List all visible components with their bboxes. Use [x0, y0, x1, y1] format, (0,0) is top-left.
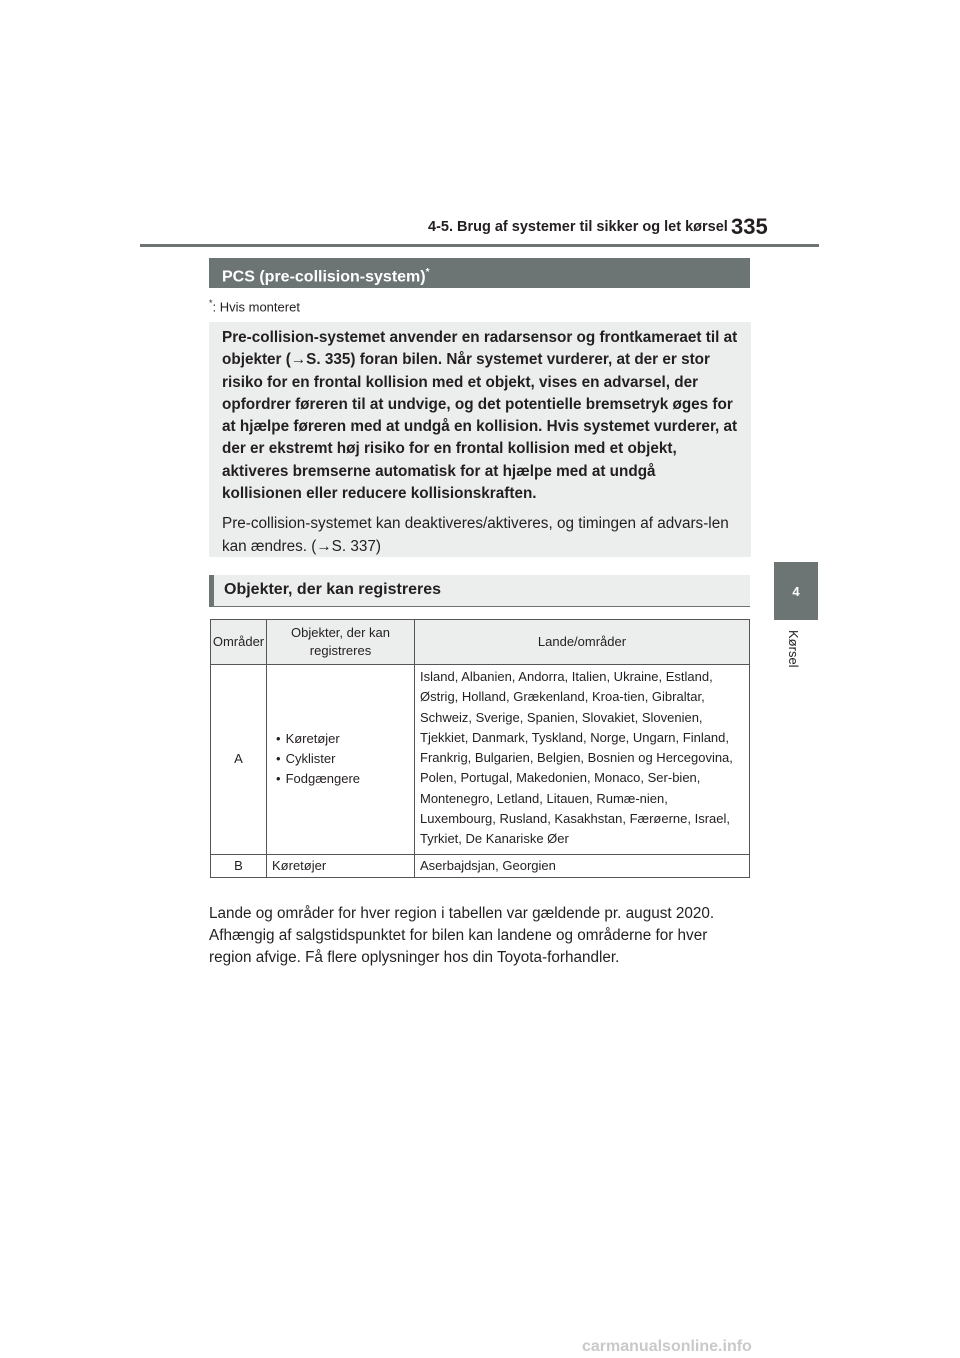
section-heading [209, 258, 750, 288]
chapter-tab-label: Kørsel [786, 630, 801, 668]
header-divider [140, 244, 819, 247]
chapter-title: 4-5. Brug af systemer til sikker og let kørsel [428, 219, 728, 235]
validity-note-line: Afhængig af salgstidspunktet for bilen kan landene og områderne for hver [209, 927, 708, 944]
footnote-text: : Hvis monteret [212, 299, 300, 315]
validity-note-line: Lande og områder for hver region i tabellen var gældende pr. august 2020. [209, 905, 715, 922]
region-cell: B [211, 854, 267, 877]
header-countries: Lande/områder [415, 620, 750, 665]
countries-cell: Aserbajdsjan, Georgien [415, 854, 750, 877]
objects-cell [267, 665, 415, 855]
footnote-marker: * [209, 298, 213, 308]
watermark: carmanualsonline.info [582, 1338, 752, 1355]
list-item: • Køretøjer [276, 729, 413, 749]
intro-normal-text: Pre-collision-systemet kan deaktiveres/aktiveres, og timingen af advars-len kan ændres. (→S. 337) [222, 515, 729, 555]
section-heading-marker: * [425, 267, 430, 278]
table-row [211, 665, 750, 855]
objects-cell: Køretøjer [267, 854, 415, 877]
intro-box [209, 322, 751, 557]
section-heading-text: PCS (pre-collision-system) [222, 268, 426, 286]
list-item: • Cyklister [276, 749, 413, 769]
validity-note [209, 903, 714, 969]
page-number: 335 [731, 214, 768, 239]
region-cell: A [211, 665, 267, 855]
subsection-heading: Objekter, der kan registreres [209, 575, 750, 607]
footnote [209, 298, 300, 314]
table-header-row [211, 620, 750, 665]
objects-list [268, 729, 413, 790]
table-row [211, 854, 750, 877]
countries-cell: Island, Albanien, Andorra, Italien, Ukraine, Estland, Østrig, Holland, Grækenland, Kroa-tien, Gibraltar, Schweiz, Sverige, Spanien, Slovakiet, Slovenien, Tjekkiet, Danmark, Tyskland, Norge, Ungarn, Finland, Frankrig, Bulgarien, Belgien, Bosnien og Hercegovina, Polen, Portugal, Makedonien, Monaco, Ser-bien, Montenegro, Letland, Litauen, Rumæ-nien, Luxembourg, Rusland, Kasakhstan, Færøerne, Israel, Tyrkiet, De Kanariske Øer [415, 665, 750, 855]
intro-bold-text: Pre-collision-systemet anvender en radarsensor og frontkameraet til at objekter (→S. 335) foran bilen. Når systemet vurderer, at der er stor risiko for en frontal kollision med et objekt, vises en advarsel, der opfordrer føreren til at undvige, og det potentielle bremsetryk øges for at hjælpe føreren med at undgå en kollision. Hvis systemet vurderer, at der er ekstremt høj risiko for en frontal kollision med et objekt, aktiveres bremserne automatisk for at hjælpe med at undgå kollisionen eller reducere kollisionskraften. [222, 329, 738, 503]
detection-table [210, 619, 750, 878]
chapter-tab-number: 4 [792, 583, 800, 599]
list-item: • Fodgængere [276, 769, 413, 789]
chapter-tab [774, 562, 818, 620]
validity-note-line: region afvige. Få flere oplysninger hos din Toyota-forhandler. [209, 949, 620, 966]
header-regions: Områder [211, 620, 267, 665]
header-objects: Objekter, der kan registreres [267, 620, 415, 665]
